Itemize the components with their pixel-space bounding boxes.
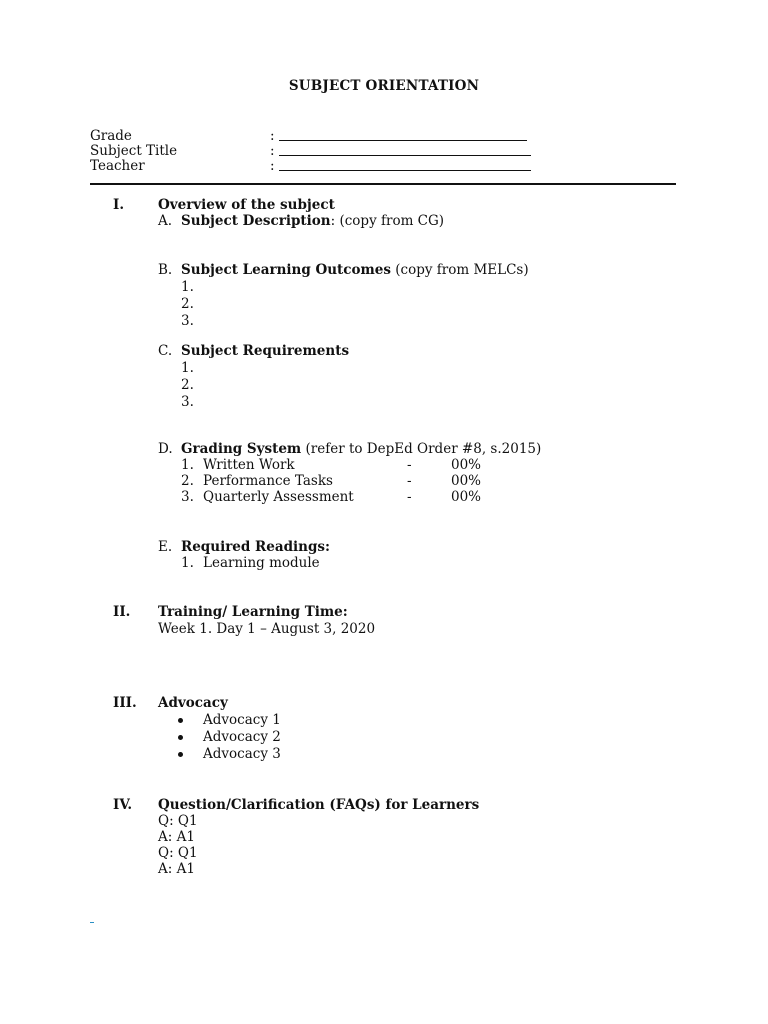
bullet-icon: [178, 735, 183, 740]
subject-description-line: [181, 213, 444, 229]
grading-system-label: Grading System: [181, 441, 302, 457]
learning-outcomes-label: Subject Learning Outcomes: [181, 262, 391, 278]
item-letter: A.: [158, 213, 173, 229]
advocacy-item: Advocacy 1: [203, 712, 281, 728]
subject-title-blank-line: [279, 155, 531, 156]
advocacy-item: Advocacy 3: [203, 746, 281, 762]
grade-blank-line: [279, 140, 527, 141]
subject-title-label: Subject Title: [90, 143, 178, 159]
grading-row-number: 2.: [181, 473, 194, 489]
learning-outcomes-note: (copy from MELCs): [390, 262, 529, 278]
item-letter: C.: [158, 343, 173, 359]
grading-row-number: 3.: [181, 489, 194, 505]
reading-item-text: Learning module: [203, 555, 320, 571]
section-heading: Training/ Learning Time: [158, 604, 343, 620]
list-item-number: 3.: [181, 313, 194, 329]
colon: :: [325, 539, 330, 555]
grade-label: Grade: [90, 128, 132, 144]
grading-row-percent: 00%: [451, 473, 482, 489]
subject-description-note: (copy from CG): [335, 213, 445, 229]
page-title: SUBJECT ORIENTATION: [288, 78, 480, 94]
section-heading: Advocacy: [158, 695, 228, 711]
grade-colon: :: [270, 128, 275, 144]
list-item-number: 1.: [181, 555, 194, 571]
teacher-label: Teacher: [90, 158, 145, 174]
subject-requirements-label: Subject Requirements: [181, 343, 350, 359]
header-divider: [90, 183, 676, 185]
section-number: I.: [113, 197, 125, 213]
bullet-icon: [178, 718, 183, 723]
required-readings-line: [181, 539, 330, 555]
grading-row-name: Written Work: [203, 457, 295, 473]
learning-outcomes-line: [181, 262, 529, 278]
training-time-heading-line: [158, 604, 348, 620]
item-letter: E.: [158, 539, 173, 555]
subject-title-colon: :: [270, 143, 275, 159]
grading-row-number: 1.: [181, 457, 194, 473]
section-heading: Overview of the subject: [158, 197, 335, 213]
grading-row-percent: 00%: [451, 489, 482, 505]
faq-line: A: A1: [158, 861, 195, 877]
cursor-mark: [90, 922, 94, 923]
grading-system-note: (refer to DepEd Order #8, s.2015): [301, 441, 542, 457]
required-readings-label: Required Readings: [181, 539, 326, 555]
training-time-text: Week 1. Day 1 – August 3, 2020: [158, 621, 376, 637]
item-letter: B.: [158, 262, 173, 278]
subject-description-label: Subject Description: [181, 213, 331, 229]
grading-row-dash: -: [407, 489, 412, 505]
grading-row-dash: -: [407, 457, 412, 473]
grading-system-line: [181, 441, 541, 457]
section-heading: Question/Clarification (FAQs) for Learners: [158, 797, 480, 813]
advocacy-item: Advocacy 2: [203, 729, 281, 745]
grading-row-dash: -: [407, 473, 412, 489]
list-item-number: 2.: [181, 377, 194, 393]
teacher-blank-line: [279, 170, 531, 171]
faq-line: Q: Q1: [158, 845, 198, 861]
list-item-number: 2.: [181, 296, 194, 312]
section-number: III.: [113, 695, 137, 711]
bullet-icon: [178, 752, 183, 757]
grading-row-name: Quarterly Assessment: [203, 489, 354, 505]
grading-row-name: Performance Tasks: [203, 473, 333, 489]
colon: :: [342, 604, 348, 620]
faq-line: A: A1: [158, 829, 195, 845]
grading-row-percent: 00%: [451, 457, 482, 473]
item-letter: D.: [158, 441, 173, 457]
section-number: IV.: [113, 797, 133, 813]
teacher-colon: :: [270, 158, 275, 174]
colon: :: [330, 213, 336, 229]
list-item-number: 1.: [181, 279, 194, 295]
list-item-number: 3.: [181, 394, 194, 410]
list-item-number: 1.: [181, 360, 194, 376]
faq-line: Q: Q1: [158, 813, 198, 829]
section-number: II.: [113, 604, 131, 620]
